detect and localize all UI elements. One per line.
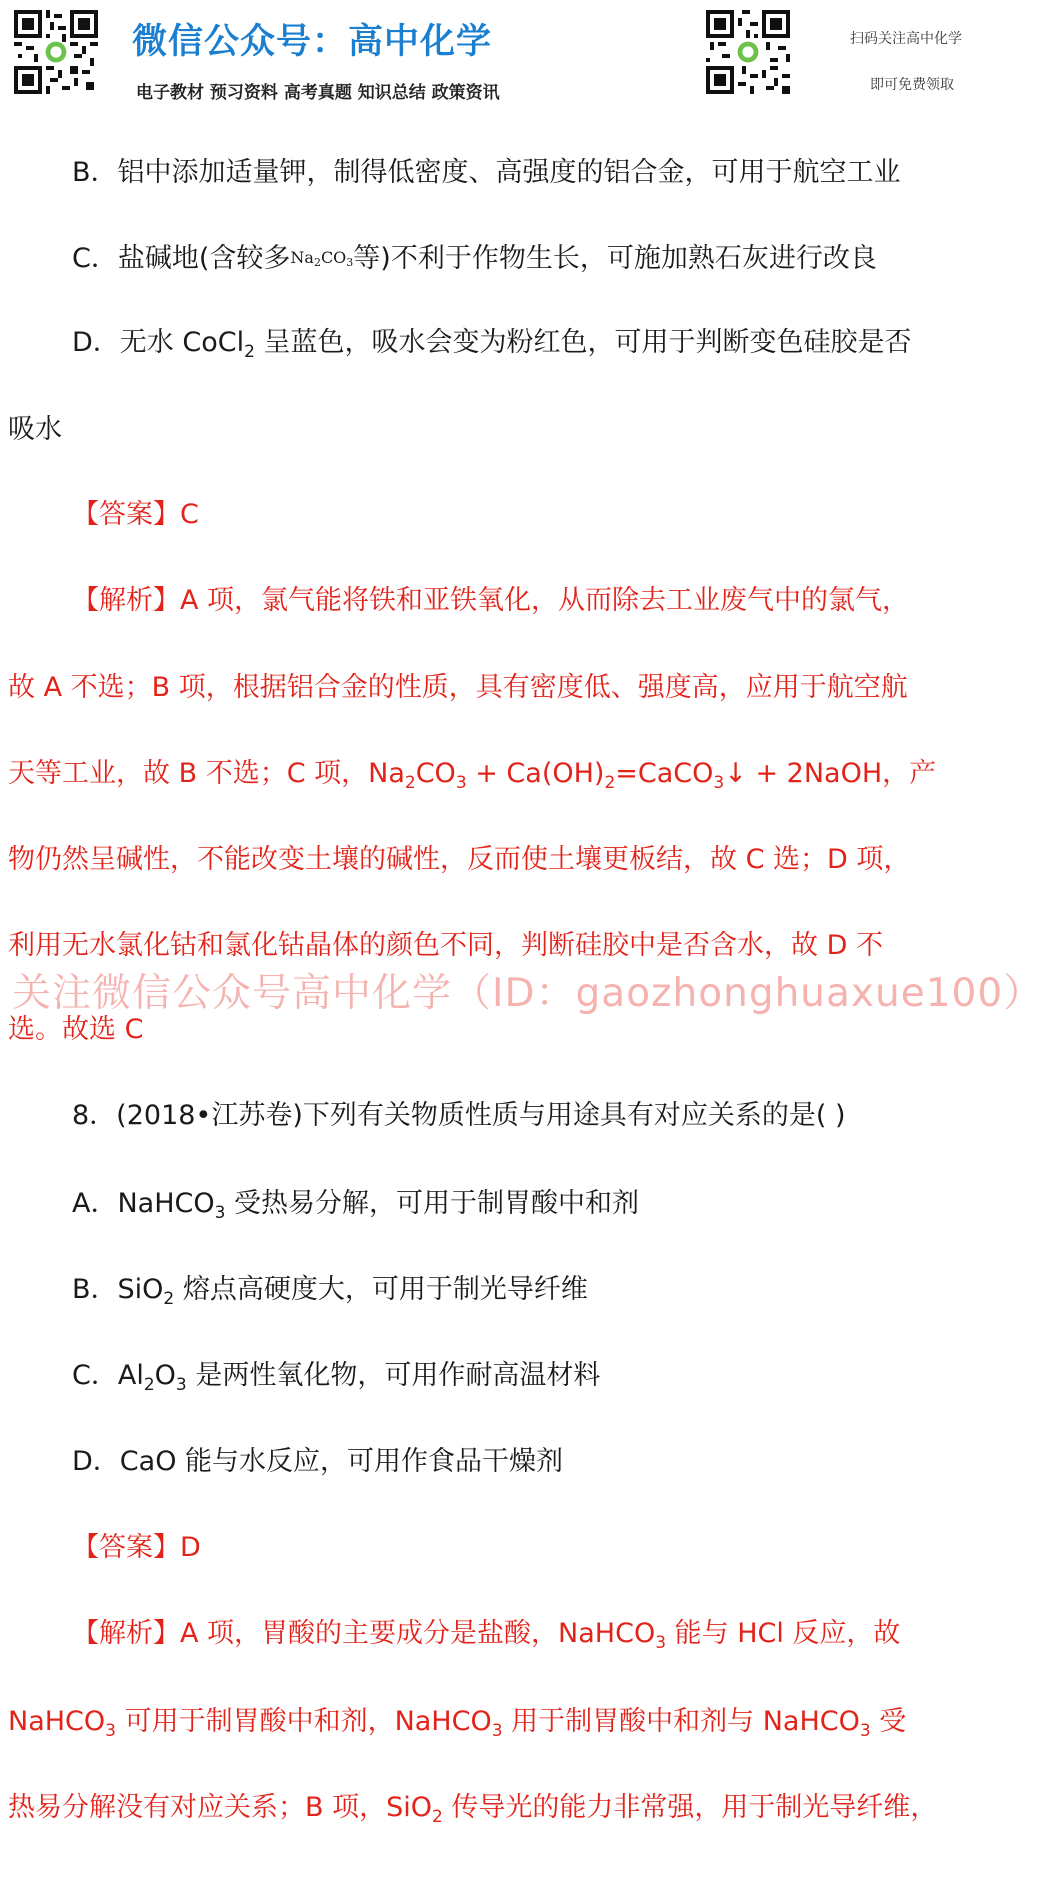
q8-answer: 【答案】D — [72, 1532, 201, 1563]
q7-option-d-cont: 吸水 — [8, 414, 62, 445]
q7-explanation-line: 故 A 不选；B 项，根据铝合金的性质，具有密度低、强度高，应用于航空航 — [8, 672, 908, 703]
q8-stem: 8．(2018•江苏卷)下列有关物质性质与用途具有对应关系的是( ) — [72, 1100, 846, 1131]
brand-title: 微信公众号：高中化学 — [132, 22, 493, 62]
q7-explanation-line: 天等工业，故 B 不选；C 项，$Na_2CO_3$ + $Ca(OH)_2=CaCO_3↓$ + 2NaOH，产 — [8, 758, 937, 793]
q7-option-c: C．盐碱地(含较多$Na_2CO_3$等)不利于作物生长，可施加熟石灰进行改良 — [72, 243, 877, 274]
q8-explanation-line: NaHCO$_3$ 可用于制胃酸中和剂，NaHCO$_3$ 用于制胃酸中和剂与 NaHCO$_3$ 受 — [8, 1706, 907, 1741]
free-note: 即可免费领取 — [870, 77, 954, 93]
q8-explanation-line: 【解析】A 项，胃酸的主要成分是盐酸，NaHCO$_3$ 能与 HCl 反应，故 — [72, 1618, 901, 1653]
formula-na2co3: $Na_2CO_3$ — [290, 248, 354, 269]
watermark: 关注微信公众号高中化学（ID：gaozhonghuaxue100） — [12, 971, 1044, 1016]
q7-explanation-line: 利用无水氯化钴和氯化钴晶体的颜色不同，判断硅胶中是否含水，故 D 不 — [8, 930, 883, 961]
q7-explanation-line: 选。故选 C — [8, 1014, 144, 1045]
page-header — [0, 0, 1058, 112]
qr-code-icon — [14, 10, 98, 94]
qr-code-icon — [706, 10, 790, 94]
scan-note: 扫码关注高中化学 — [850, 31, 962, 47]
q8-option-c: C．$Al_2O_3$ 是两性氧化物，可用作耐高温材料 — [72, 1360, 601, 1395]
q8-explanation-line: 热易分解没有对应关系；B 项，SiO$_2$ 传导光的能力非常强，用于制光导纤维， — [8, 1792, 938, 1827]
q7-option-d: D．无水 CoCl$_2$ 呈蓝色，吸水会变为粉红色，可用于判断变色硅胶是否 — [72, 327, 912, 362]
brand-tagline: 电子教材 预习资料 高考真题 知识总结 政策资讯 — [136, 83, 500, 103]
q7-explanation-line: 【解析】A 项，氯气能将铁和亚铁氧化，从而除去工业废气中的氯气， — [72, 585, 910, 616]
q7-explanation-line: 物仍然呈碱性，不能改变土壤的碱性，反而使土壤更板结，故 C 选；D 项， — [8, 844, 911, 875]
q7-answer: 【答案】C — [72, 499, 199, 530]
q7-option-b: B．铝中添加适量钾，制得低密度、高强度的铝合金，可用于航空工业 — [72, 157, 901, 188]
q8-option-a: A．NaHCO$_3$ 受热易分解，可用于制胃酸中和剂 — [72, 1188, 640, 1223]
q8-option-d: D．CaO 能与水反应，可用作食品干燥剂 — [72, 1446, 564, 1477]
q8-option-b: B．SiO$_2$ 熔点高硬度大，可用于制光导纤维 — [72, 1274, 588, 1309]
